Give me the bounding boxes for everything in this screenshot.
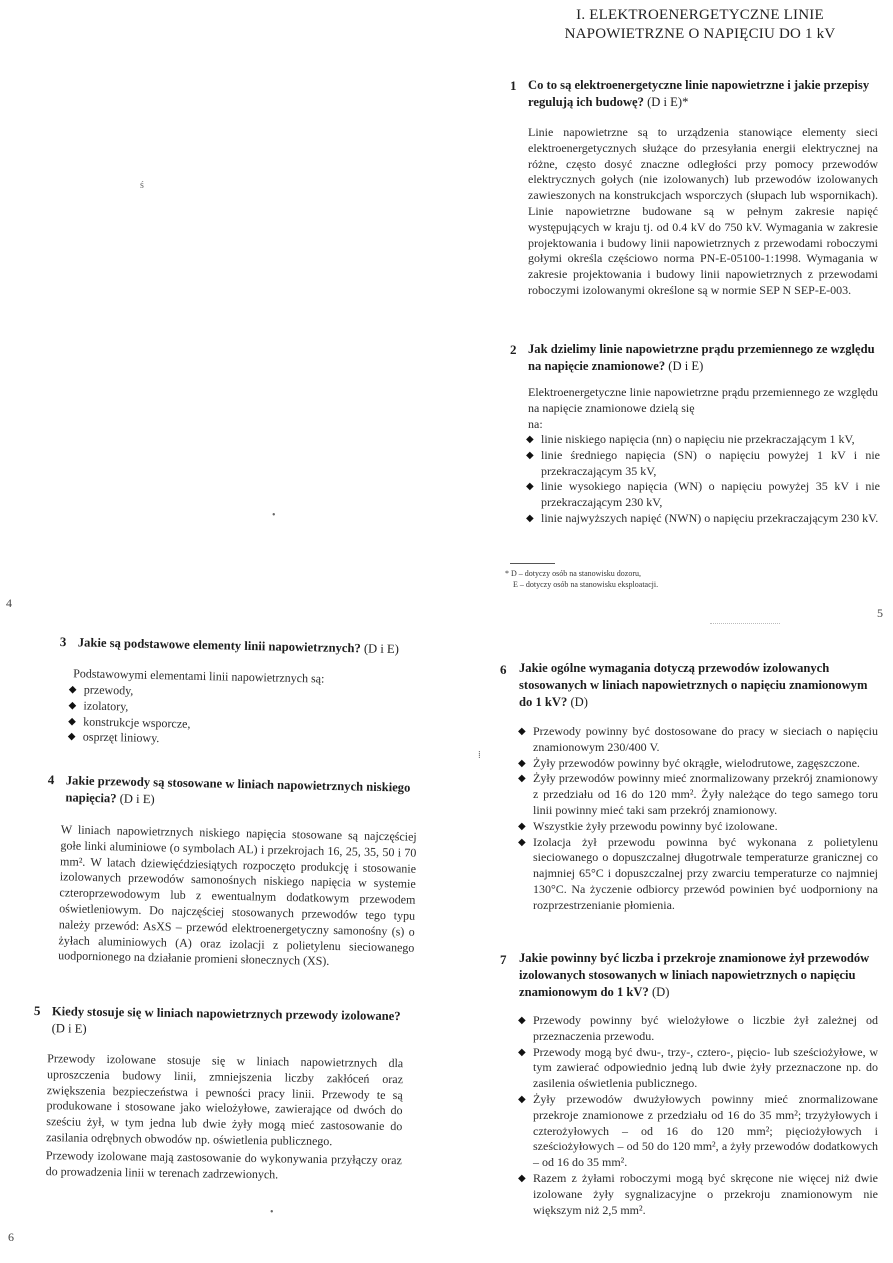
page-number: 5 <box>877 606 883 620</box>
chapter-heading-line2: NAPOWIETRZNE O NAPIĘCIU DO 1 kV <box>564 26 836 42</box>
answer-intro-continued: na: <box>528 417 543 431</box>
chapter-heading <box>530 6 870 44</box>
question-number: 3 <box>59 634 67 650</box>
question-title-text: Jak dzielimy linie napowietrzne prądu przemiennego ze względu na napięcie znamionowe? <box>528 342 875 373</box>
answer-intro: Podstawowymi elementami linii napowietrznych są: <box>73 666 325 686</box>
chapter-heading-line1: I. ELEKTROENERGETYCZNE LINIE <box>576 7 824 23</box>
answer-paragraph: Przewody izolowane stosuje się w liniach napowietrznych dla uproszczenia budowy linii, zmniejszenia liczby zakłóceń oraz zwiększenia bezpieczeństwa i pewności pracy linii. Przewody te są produkowane i stosowane jako wielożyłowe, zawierające od dwóch do sześciu żył, w tym jedna lub dwie żyły mogą mieć zastosowanie do zasilania odrębnych obwodów np. oświetlenia publicznego. <box>46 1051 404 1149</box>
list-item: ◆ linie niskiego napięcia (nn) o napięciu nie przekraczającym 1 kV, <box>526 432 880 448</box>
audience-tag: (D i E) <box>363 641 400 657</box>
list-item: ◆ Razem z żyłami roboczymi mogą być skręcone nie więcej niż dwie izolowane żyły sygnalizacyjne o przekroju znamionowym nie większym niż 2,5 mm². <box>518 1171 878 1218</box>
question-number: 2 <box>510 342 517 357</box>
answer-paragraph: Linie napowietrzne są to urządzenia stanowiące elementy sieci elektroenergetycznych służące do przesyłania energii elektrycznej na różne, często dosyć znaczne odległości przy pomocy przewodów elektrycznych gołych (nie izolowanych) lub przewodów izolowanych zawieszonych na konstrukcjach wsporczych (słupach lub wspornikach). Linie napowietrzne budowane są w pełnym zakresie napięć występujących w kraju tj. od 0.4 kV do 750 kV. Wymagania w zakresie projektowania i budowy linii napowietrznych z przewodami roboczymi gołymi określa częściowo norma PN-E-05100-1:1998. Wymagania w zakresie projektowania i budowy linii napowietrznych z przewodami roboczymi izolowanymi określone są w normie SEP N SEP-E-003. <box>528 125 878 297</box>
scan-speck: ś <box>140 180 144 191</box>
audience-tag: (D i E) <box>51 1021 87 1036</box>
list-item: ◆ Wszystkie żyły przewodu powinny być izolowane. <box>518 819 878 835</box>
answer-paragraph: W liniach napowietrznych niskiego napięcia stosowane są najczęściej gołe linki aluminiowe (o symbolach AL) i przekrojach 16, 25, 35, 50 i 70 mm². W latach dziewięćdziesiątych rozpoczęto produkcję i stosowanie izolowanych przewodów samonośnych niskiego napięcia w systemie czteroprzewodowym lub z ewentualnym dodatkowym przewodem oświetleniowym. Do najczęściej stosowanych przewodów tego typu należy przewód: AsXS – przewód elektroenergetyczny samonośny (s) o żyłach aluminiowych (A) oraz izolacji z polietylenu sieciowanego uodpornionego na działanie promieni słonecznych (XS). <box>58 822 417 969</box>
page-number: 6 <box>8 1230 14 1244</box>
scan-speck: • <box>270 1207 274 1218</box>
question-title-text: Jakie przewody są stosowane w liniach napowietrznych niskiego napięcia? <box>65 773 411 806</box>
voltage-class-list <box>526 432 880 527</box>
question-title <box>65 772 418 813</box>
list-item: ◆ Izolacja żył przewodu powinna być wykonana z polietylenu sieciowanego o dopuszczalnej długotrwale temperaturze granicznej co najmniej 65°C i dopuszczalnej przy zwarciu temperaturze co najmniej 130°C. Na życzenie odbiorcy przewód powinien być uodporniony na rozprzestrzenianie płomienia. <box>518 835 878 914</box>
scan-speck: ⁞ <box>478 750 481 761</box>
list-item: ◆ konstrukcje wsporcze, <box>68 714 448 738</box>
question-title <box>78 634 458 659</box>
list-item: ◆ Przewody powinny być dostosowane do pracy w sieciach o napięciu znamionowym 230/400 V. <box>518 724 878 756</box>
list-item: ◆ izolatory, <box>68 698 448 722</box>
list-item: ◆ osprzęt liniowy. <box>68 730 448 754</box>
question-title-text: Jakie powinny być liczba i przekroje znamionowe żył przewodów izolowanych stosowanych w liniach napowietrznych o napięciu znamionowym do 1 kV? <box>519 951 870 999</box>
conductor-spec-list <box>518 1013 878 1218</box>
audience-tag: (D i E)* <box>647 95 689 109</box>
scan-artifact <box>710 623 780 624</box>
question-title-text: Kiedy stosuje się w liniach napowietrznych przewody izolowane? <box>51 1004 401 1024</box>
list-item: ◆ Przewody mogą być dwu-, trzy-, cztero-, pięcio- lub sześciożyłowe, w tym zawierać odpowiednio jedną lub dwie żyły przeznaczone np. do zasilenia oświetlenia publicznego. <box>518 1045 878 1092</box>
list-item: ◆ Przewody powinny być wielożyłowe o liczbie żył zależnej od przeznaczenia przewodu. <box>518 1013 878 1045</box>
question-number: 5 <box>33 1003 41 1019</box>
list-item: ◆ linie wysokiego napięcia (WN) o napięciu powyżej 35 kV i nie przekraczającym 230 kV, <box>526 479 880 511</box>
question-title <box>52 1003 408 1042</box>
audience-tag: (D) <box>651 985 670 999</box>
answer-paragraph: Przewody izolowane mają zastosowanie do wykonywania przyłączy oraz do prowadzenia linii w terenach zadrzewionych. <box>45 1148 402 1182</box>
question-3-block <box>59 634 460 746</box>
question-title <box>519 660 879 711</box>
audience-tag: (D i E) <box>119 791 155 807</box>
question-title <box>528 341 878 375</box>
audience-tag: (D) <box>570 695 588 709</box>
list-item: ◆ Żyły przewodów dwużyłowych powinny mieć znormalizowane przekroje znamionowe z przedziału od 16 do 35 mm²; trzyżyłowych i czterożyłowych – od 16 do 120 mm²; pięciożyłowych i sześciożyłowych – od 50 do 120 mm², a żyły przewodów dodatkowych – od 16 do 35 mm². <box>518 1092 878 1171</box>
page-number: 4 <box>6 596 12 610</box>
audience-tag: (D i E) <box>668 359 704 373</box>
question-4-block <box>47 772 420 969</box>
list-item: ◆ przewody, <box>69 682 449 706</box>
question-number: 6 <box>500 662 507 677</box>
question-title-text: Jakie ogólne wymagania dotyczą przewodów izolowanych stosowanych w liniach napowietrznych o napięciu znamionowym do 1 kV? <box>519 661 868 709</box>
question-title <box>519 950 879 1001</box>
list-item: ◆ linie najwyższych napięć (NWN) o napięciu przekraczającym 230 kV. <box>526 511 880 527</box>
list-item: ◆ Żyły przewodów powinny mieć znormalizowany przekrój znamionowy z przedziału od 16 do 120 mm². Żyły należące do tego samego toru linii powinny mieć taki sam przekrój znamionowy. <box>518 771 878 818</box>
question-title-text: Co to są elektroenergetyczne linie napowietrzne i jakie przepisy regulują ich budowę? <box>528 78 870 109</box>
answer-intro: Elektroenergetyczne linie napowietrzne prądu przemiennego ze względu na napięcie znamionowe dzielą się <box>528 385 878 415</box>
question-5-block <box>33 1003 410 1182</box>
footnote-divider <box>510 563 555 564</box>
question-title <box>528 77 878 111</box>
footnote: * D – dotyczy osób na stanowisku dozoru, <box>505 569 641 578</box>
footnote: E – dotyczy osób na stanowisku eksploatacji. <box>513 580 659 589</box>
requirements-list <box>518 724 878 914</box>
question-number: 4 <box>47 772 55 788</box>
question-number: 1 <box>510 78 517 93</box>
list-item: ◆ Żyły przewodów powinny być okrągłe, wielodrutowe, zagęszczone. <box>518 756 878 772</box>
list-item: ◆ linie średniego napięcia (SN) o napięciu powyżej 1 kV i nie przekraczającym 35 kV, <box>526 448 880 480</box>
question-title-text: Jakie są podstawowe elementy linii napowietrznych? <box>77 635 361 656</box>
question-number: 7 <box>500 952 507 967</box>
scan-speck: • <box>272 510 276 521</box>
element-list <box>68 682 449 753</box>
